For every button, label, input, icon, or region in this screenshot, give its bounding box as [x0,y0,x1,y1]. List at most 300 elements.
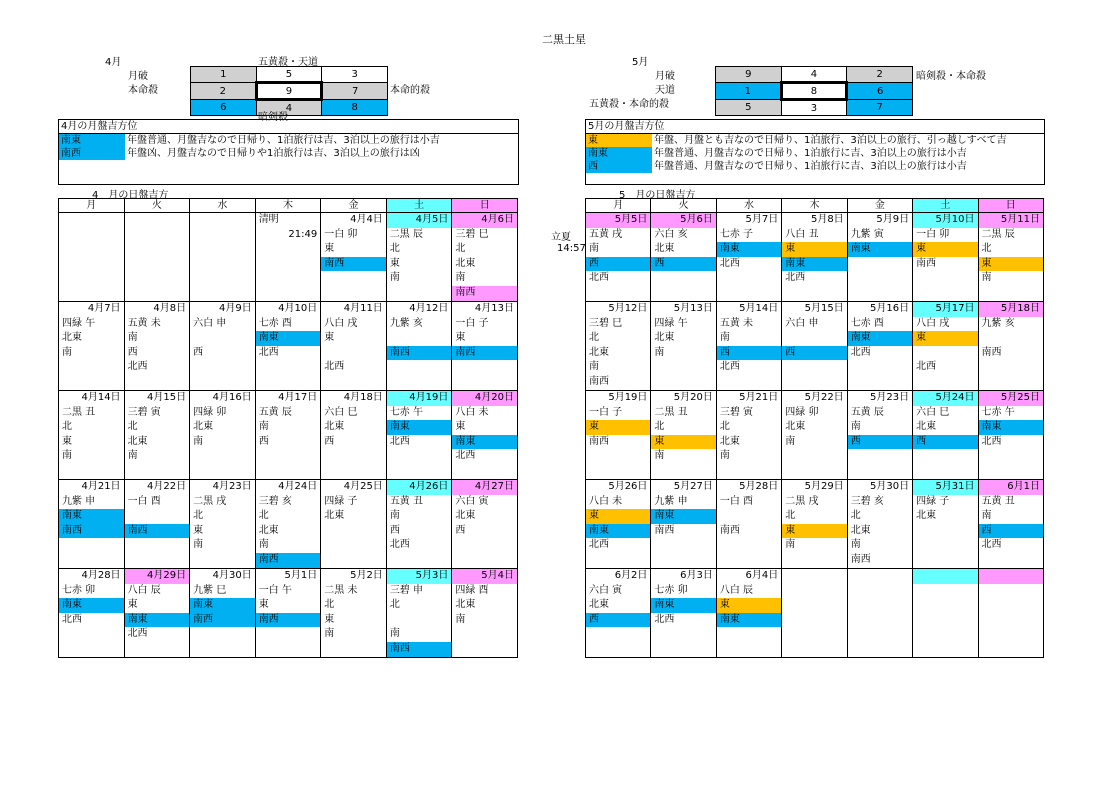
april-day-date: 4月25日 [343,481,383,492]
april-day-line: 北東 [324,421,345,433]
april-day-line: 南西 [452,346,517,361]
april-day-cell [452,302,518,391]
may-day-line: 南東 [848,331,912,346]
may-day-date: 5月9日 [876,214,910,225]
april-day-line [387,613,452,628]
april-day-line: 北東 [62,332,82,344]
may-cal-title: 5 月の日盤吉方 [619,190,696,201]
may-day-line: 北西 [981,539,1002,551]
may-day-cell [913,569,978,658]
may-day-cell [847,391,912,480]
may-day-line: 南東 [848,242,912,257]
may-side-time: 14:57 [557,243,586,254]
may-day-line: 三碧 巳 [589,317,623,329]
april-day-line: 三碧 亥 [258,495,292,507]
may-day-line: 南 [589,243,599,255]
may-day-line: 東 [651,435,715,450]
april-day-line: 北東 [258,524,279,536]
april-day-line: 南東 [256,331,321,346]
may-day-line: 西 [586,613,650,628]
april-day-line: 南 [258,539,269,551]
may-day-line: 南 [850,539,861,551]
april-day-line: 東 [455,421,466,433]
may-week-row [586,569,1044,658]
may-day-line: 北 [589,332,599,344]
may-day-line: 七赤 子 [719,228,754,240]
may-day-date: 6月1日 [979,480,1043,495]
may-day-line: 南 [719,450,730,462]
may-day-cell [978,569,1043,658]
april-day-line: 東 [324,332,335,344]
april-row-label-2: 本命殺 [128,85,158,96]
april-day-cell [386,391,452,480]
may-day-date: 5月16日 [870,303,910,314]
april-day-line: 南西 [321,257,386,272]
april-day-line: 西 [127,346,138,358]
may-day-date: 5月27日 [673,481,713,492]
april-day-line: 四緑 卯 [193,406,227,418]
may-day-line: 東 [782,242,846,257]
april-day-date: 4月27日 [452,480,517,495]
may-day-line: 南東 [782,257,846,272]
may-day-cell [716,569,781,658]
april-day-line: 南 [127,450,138,462]
may-day-line: 南 [589,361,599,373]
april-day-line: 二黒 戌 [193,495,227,507]
april-day-line: 北 [62,421,72,433]
april-day-date: 4月10日 [278,303,318,314]
april-day-line: 北 [389,599,400,611]
may-day-cell [716,480,781,569]
april-day-line: 北西 [455,450,476,462]
april-day-line: 四緑 子 [324,495,358,507]
may-day-date: 5月23日 [870,392,910,403]
april-day-line: 21:49 [288,228,318,240]
april-week-row [59,391,518,480]
april-calendar [58,198,518,658]
april-day-line: 南西 [59,524,124,539]
may-day-cell [651,391,716,480]
april-weekday-header: 金 [321,199,387,213]
april-day-date: 4月30日 [212,570,252,581]
april-day-cell [255,302,321,391]
may-day-line [913,569,977,584]
may-grid-cell: 6 [847,83,913,100]
may-day-date: 5月29日 [804,481,844,492]
april-day-date: 4月26日 [387,480,452,495]
april-day-line: 西 [324,435,335,447]
may-day-date: 5月12日 [608,303,648,314]
april-weekday-header: 火 [124,199,190,213]
may-day-cell [651,302,716,391]
may-day-date: 5月22日 [804,392,844,403]
may-weekday-header: 火 [651,199,716,213]
may-day-line: 西 [979,524,1043,539]
may-day-cell [651,213,716,302]
may-weekday-header: 日 [978,199,1043,213]
april-day-line: 東 [324,613,335,625]
april-day-date: 4月8日 [153,303,187,314]
may-day-line: 七赤 酉 [850,317,884,329]
may-lucky-text: 年盤普通、月盤吉なので日帰り、1泊旅行に吉、3泊以上の旅行は小吉 [654,161,967,172]
may-day-line: 南東 [651,509,715,524]
april-day-line: 九紫 巳 [193,584,227,596]
april-day-cell [452,480,518,569]
may-day-line: 三碧 寅 [719,406,754,418]
may-day-line: 東 [586,420,650,435]
may-day-cell [782,213,847,302]
may-day-line: 東 [913,331,977,346]
may-day-date: 5月6日 [651,213,715,228]
may-day-date: 5月10日 [913,213,977,228]
may-month-label: 5月 [632,57,649,68]
may-day-line: 二黒 戌 [785,495,819,507]
may-day-line: 北東 [589,346,609,358]
may-day-line: 五黄 未 [719,317,754,329]
may-grid-cell: 1 [716,83,782,100]
april-day-line: 北西 [127,628,148,640]
april-week-row [59,302,518,391]
april-day-date: 4月17日 [278,392,318,403]
may-day-line: 北西 [719,257,740,269]
may-day-date: 5月19日 [608,392,648,403]
may-day-line: 北西 [785,272,806,284]
may-day-cell [586,480,651,569]
april-day-line: 南 [455,613,466,625]
april-day-cell [321,569,387,658]
may-day-cell [847,213,912,302]
may-day-date: 6月4日 [745,570,779,581]
april-day-cell [190,391,256,480]
may-day-line: 六白 申 [785,317,819,329]
may-day-cell [782,569,847,658]
april-day-date: 4月29日 [125,569,190,584]
april-day-line: 南 [389,272,400,284]
april-day-line: 六白 寅 [455,495,489,507]
april-lucky-box [58,119,519,185]
may-day-line: 三碧 亥 [850,495,884,507]
may-lucky-dir: 西 [586,160,652,173]
may-day-cell [978,391,1043,480]
april-day-line: 七赤 酉 [258,317,292,329]
may-day-line: 西 [651,257,715,272]
may-right-label: 暗剣殺・本命殺 [916,71,986,82]
april-day-cell [386,480,452,569]
april-day-line: 南 [324,628,335,640]
may-day-line: 東 [717,598,781,613]
april-day-date: 4月19日 [387,391,452,406]
april-day-cell [59,569,125,658]
may-day-line: 八白 辰 [719,584,754,596]
may-day-line: 五黄 辰 [850,406,884,418]
may-day-line: 北東 [785,421,806,433]
april-top-label: 五黄殺・天道 [258,57,318,68]
april-day-line: 北西 [324,361,345,373]
april-day-date: 4月16日 [212,392,252,403]
may-day-cell [651,569,716,658]
april-day-line: 六白 申 [193,317,227,329]
may-day-line [979,331,1043,346]
april-day-line: 南 [193,539,204,551]
april-week-row [59,480,518,569]
april-day-line: 一白 午 [258,584,292,596]
april-day-date: 4月13日 [474,303,514,314]
april-day-cell [124,480,190,569]
april-day-line: 南 [258,421,269,433]
april-day-line: 北東 [455,510,476,522]
may-day-line: 南西 [719,524,740,536]
may-day-line: 南 [981,272,992,284]
april-day-cell [452,391,518,480]
april-bottom-label: 暗剣殺 [258,112,288,123]
may-day-line: 北西 [850,346,871,358]
april-lucky-text: 年盤凶、月盤吉なので日帰りや1泊旅行は吉、3泊以上の旅行は凶 [127,148,420,159]
april-day-line: 北東 [455,257,476,269]
april-day-line: 南西 [190,613,255,628]
may-day-line: 南東 [979,420,1043,435]
may-week-row [586,213,1044,302]
may-day-line: 北東 [654,332,675,344]
april-day-date: 4月5日 [387,213,452,228]
may-day-cell [978,213,1043,302]
april-grid-cell: 4 [256,100,322,116]
may-day-line [782,331,846,346]
may-day-line: 北東 [916,421,937,433]
may-day-cell [586,213,651,302]
may-day-date: 5月28日 [739,481,779,492]
may-day-line: 南東 [717,242,781,257]
may-day-line: 九紫 申 [654,495,688,507]
april-day-cell [59,480,125,569]
april-day-date: 4月24日 [278,481,318,492]
may-day-date: 5月13日 [673,303,713,314]
april-grid-cell: 3 [322,67,388,83]
may-day-line: 五黄 戌 [589,228,623,240]
may-lucky-dir: 東 [586,134,652,147]
may-day-date: 5月7日 [745,214,779,225]
april-day-cell [190,302,256,391]
may-day-line: 南 [654,450,665,462]
may-day-line: 北東 [916,510,937,522]
may-day-line: 北 [850,510,861,522]
april-day-line: 一白 子 [455,317,489,329]
may-week-row [586,302,1044,391]
may-day-line: 北東 [719,435,740,447]
may-weekday-header: 月 [586,199,651,213]
april-day-line: 南 [389,510,400,522]
april-day-line: 北 [127,421,138,433]
april-day-line: 北 [258,510,269,522]
april-day-date: 4月12日 [409,303,449,314]
may-day-line: 九紫 亥 [981,317,1015,329]
april-lucky-dir: 南西 [59,147,125,160]
april-day-cell [190,480,256,569]
april-day-line: 南東 [59,598,124,613]
may-lucky-box [585,119,1045,185]
april-day-cell [321,480,387,569]
may-calendar [585,198,1044,658]
april-day-cell [190,569,256,658]
may-day-date: 5月5日 [586,213,650,228]
may-day-line: 南 [785,539,796,551]
april-day-line: 南東 [452,435,517,450]
april-day-date: 4月4日 [350,214,383,225]
may-day-line: 北西 [981,435,1002,447]
may-day-date: 5月17日 [913,302,977,317]
april-day-line: 北西 [258,346,279,358]
may-day-cell [913,391,978,480]
may-day-line: 北西 [916,361,937,373]
april-day-date: 4月15日 [147,392,187,403]
may-day-line: 南東 [586,524,650,539]
may-day-cell [782,480,847,569]
april-day-line: 南東 [125,613,190,628]
may-day-cell [978,302,1043,391]
april-day-line: 東 [62,435,72,447]
may-weekday-header: 土 [913,199,978,213]
may-day-line: 南 [654,346,665,358]
april-day-line: 八白 辰 [127,584,161,596]
may-day-cell [913,213,978,302]
may-day-line: 北西 [719,361,740,373]
may-grid-cell: 5 [716,100,782,116]
april-day-line: 四緑 午 [62,317,96,329]
april-day-cell [59,213,125,302]
may-weekday-header: 木 [782,199,847,213]
april-weekday-header: 月 [59,199,125,213]
april-day-line: 五黄 未 [127,317,161,329]
april-day-date: 4月18日 [343,392,383,403]
april-day-line: 北西 [62,613,82,625]
april-day-line: 南西 [387,346,452,361]
april-weekday-header: 木 [255,199,321,213]
may-day-cell [782,391,847,480]
may-day-line: 四緑 午 [654,317,688,329]
april-day-date: 4月14日 [81,392,121,403]
may-lucky-dir: 南東 [586,147,652,160]
april-day-cell [59,391,125,480]
may-day-line: 南 [785,435,796,447]
april-day-date: 4月6日 [452,213,517,228]
may-day-line: 西 [848,435,912,450]
april-day-line: 九紫 申 [62,495,96,507]
may-day-cell [716,391,781,480]
april-day-line: 南 [193,435,204,447]
april-day-line: 東 [127,599,138,611]
may-grid-cell: 7 [847,100,913,116]
april-day-date: 4月22日 [147,481,187,492]
april-day-line: 二黒 丑 [62,406,96,418]
may-day-cell [586,569,651,658]
april-day-line: 二黒 辰 [389,228,423,240]
may-weekday-header: 金 [847,199,912,213]
may-day-date: 5月20日 [673,392,713,403]
may-day-line: 六白 寅 [589,584,623,596]
april-day-cell [386,569,452,658]
may-day-date: 5月8日 [810,214,844,225]
april-day-line: 南西 [125,524,190,539]
april-day-cell [255,213,321,302]
april-weekday-header: 日 [452,199,518,213]
may-day-date: 5月11日 [979,213,1043,228]
may-grid-cell: 2 [847,67,913,83]
april-day-line: 北東 [193,421,214,433]
may-day-line: 北東 [850,524,871,536]
may-day-line: 七赤 午 [981,406,1015,418]
april-day-line: 北西 [389,539,410,551]
may-day-line: 西 [913,435,977,450]
may-grid-cell: 4 [781,67,847,83]
may-day-line: 南西 [916,257,937,269]
april-day-date: 4月20日 [452,391,517,406]
may-day-cell [978,480,1043,569]
may-day-line [913,346,977,361]
april-day-line: 東 [324,243,335,255]
may-day-date: 6月2日 [614,570,648,581]
april-day-line: 南 [455,272,466,284]
april-day-line: 二黒 未 [324,584,358,596]
april-day-line: 西 [258,435,269,447]
may-day-cell [651,480,716,569]
may-day-line: 四緑 卯 [785,406,819,418]
april-day-line: 北東 [324,510,345,522]
may-day-date: 5月15日 [804,303,844,314]
april-day-line: 西 [193,346,204,358]
april-day-date: 4月11日 [343,303,383,314]
april-day-line: 南 [127,332,138,344]
april-day-line: 三碧 寅 [127,406,161,418]
april-day-cell [255,569,321,658]
april-day-date: 4月28日 [81,570,121,581]
may-day-line: 東 [586,509,650,524]
april-day-line: 南西 [256,553,321,568]
may-lucky-text: 年盤普通、月盤吉なので日帰り、1泊旅行に吉、3泊以上の旅行は小吉 [654,148,967,159]
may-day-line: 南東 [651,598,715,613]
may-day-line: 四緑 子 [916,495,950,507]
april-day-line: 九紫 亥 [389,317,423,329]
may-day-line: 南西 [654,524,675,536]
april-day-line: 三碧 申 [389,584,423,596]
april-day-line: 東 [258,599,269,611]
april-day-cell [124,302,190,391]
april-month-label: 4月 [105,57,122,68]
april-day-line: 一白 卯 [324,228,358,240]
april-weekday-header: 水 [190,199,256,213]
april-day-cell [190,213,256,302]
april-week-row [59,213,518,302]
april-week-row [59,569,518,658]
april-day-line: 東 [193,524,204,536]
april-day-line: 七赤 午 [389,406,423,418]
may-day-line: 九紫 寅 [850,228,884,240]
may-day-cell [586,391,651,480]
may-day-line: 南西 [589,375,609,387]
may-row-label-1: 月破 [655,71,675,82]
may-day-line: 南東 [717,613,781,628]
may-day-cell [847,480,912,569]
april-day-date: 4月9日 [218,303,252,314]
april-grid-cell: 2 [191,83,257,100]
may-day-line: 東 [782,524,846,539]
may-day-line: 八白 丑 [785,228,819,240]
may-row-label-3: 五黄殺・本命的殺 [589,99,669,110]
may-day-cell [716,302,781,391]
may-day-line: 北 [654,421,665,433]
april-day-cell [255,480,321,569]
may-day-line: 南西 [981,346,1002,358]
may-day-date: 5月14日 [739,303,779,314]
may-day-cell [716,213,781,302]
